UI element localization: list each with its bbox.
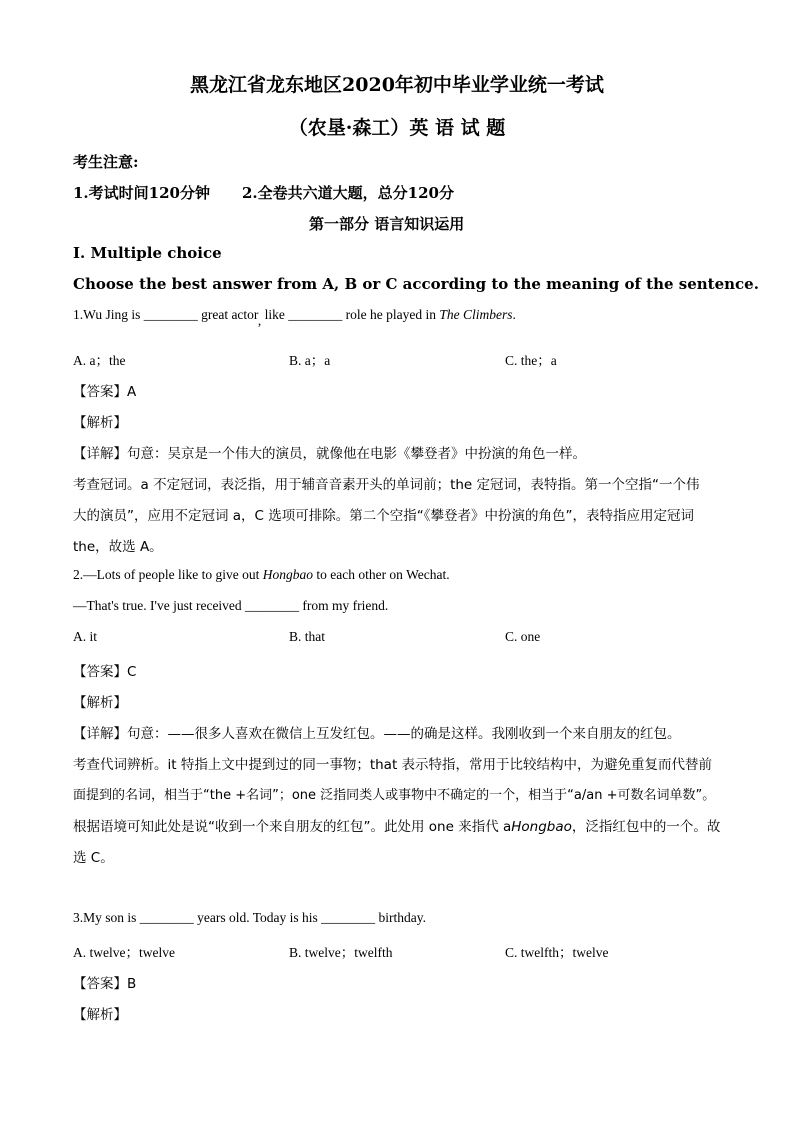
q1-detail-4: the，故选 A。 [73,539,163,555]
q2-option-a: A. it [73,629,98,644]
q1-answer: 【答案】A [73,384,137,400]
q2-detail-4: 根据语境可知此处是说“收到一个来自朋友的红包”。此处用 one 来指代 aHongbao，泛指红包中的一个。故 [73,819,721,835]
q1-detail-1: 【详解】句意：吴京是一个伟大的演员，就像他在电影《攀登者》中扮演的角色一样。 [73,446,586,462]
q3-analysis-label: 【解析】 [73,1007,127,1023]
notice-items [73,182,454,203]
q3-option-a: A. twelve；twelve [73,945,175,960]
q3-stem: 3.My son is ________ years old. Today is his ________ birthday. [73,910,427,925]
part-heading: 第一部分 语言知识运用 [309,215,465,233]
notice-item-1: 1.考试时间120分钟 [73,184,210,202]
q1-option-b: B. a；a [289,353,331,368]
title-line-2: （农垦·森工）英 语 试 题 [288,117,506,139]
q2-detail-5: 选 C。 [73,850,114,866]
q1-stem: 1.Wu Jing is ________ great actor, like ________ role he played in The Climbers. [73,307,516,328]
title-line-1: 黑龙江省龙东地区2020年初中毕业学业统一考试 [190,74,604,96]
q3-option-b: B. twelve；twelfth [289,945,393,960]
q3-answer: 【答案】B [73,976,137,992]
q1-option-a: A. a；the [73,353,126,368]
q2-stem-1: 2.—Lots of people like to give out Hongbao to each other on Wechat. [73,567,450,582]
notice-item-2: 2.全卷共六道大题，总分120分 [241,184,454,202]
q2-answer: 【答案】C [73,664,137,680]
q1-analysis-label: 【解析】 [73,415,127,431]
notice-label: 考生注意: [73,153,139,171]
q1-detail-3: 大的演员”，应用不定冠词 a，C 选项可排除。第二个空指“《攀登者》中扮演的角色”，表特指应用定冠词 [73,508,695,524]
q2-option-c: C. one [505,629,541,644]
q2-detail-1: 【详解】句意：——很多人喜欢在微信上互发红包。——的确是这样。我刚收到一个来自朋友的红包。 [73,726,681,742]
q2-analysis-label: 【解析】 [73,695,127,711]
q2-detail-2: 考查代词辨析。it 特指上文中提到过的同一事物；that 表示特指，常用于比较结构中，为避免重复而代替前 [73,757,713,773]
section-heading: I. Multiple choice [73,244,222,262]
q1-option-c: C. the；a [505,353,557,368]
q2-stem-2: —That's true. I've just received ________ from my friend. [73,598,389,613]
section-instruction: Choose the best answer from A, B or C according to the meaning of the sentence. [73,275,759,293]
q3-option-c: C. twelfth；twelve [505,945,609,960]
q2-detail-3: 面提到的名词，相当于“the +名词”；one 泛指同类人或事物中不确定的一个，相当于“a/an +可数名词单数”。 [73,788,716,803]
q2-option-b: B. that [289,629,325,644]
q1-detail-2: 考查冠词。a 不定冠词，表泛指，用于辅音音素开头的单词前；the 定冠词，表特指。第一个空指“一个伟 [73,477,700,493]
